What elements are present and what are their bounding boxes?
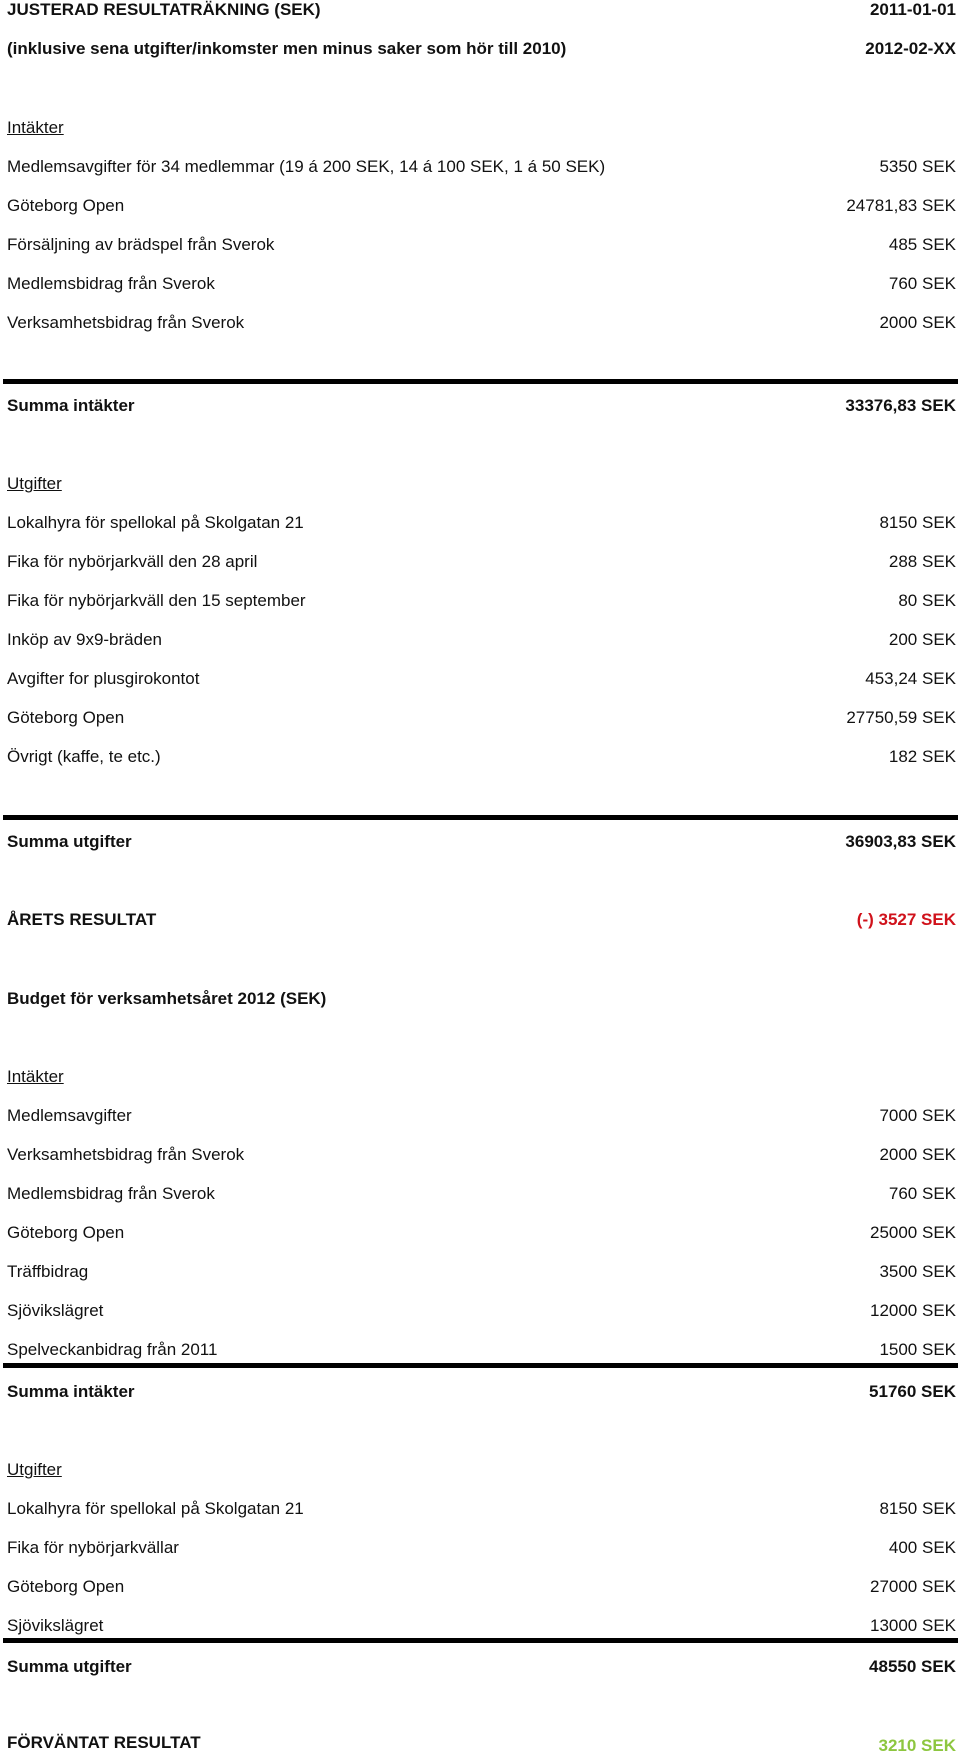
income-heading-row — [7, 116, 956, 140]
expected-result-row — [7, 1731, 956, 1755]
budget-expense-total-row — [7, 1655, 956, 1679]
total-divider — [3, 1638, 958, 1643]
expected-result-label: FÖRVÄNTAT RESULTAT — [7, 1733, 201, 1752]
budget-income-amount: 12000 SEK — [869, 1301, 956, 1320]
income-row — [7, 194, 956, 218]
budget-income-amount: 1500 SEK — [879, 1340, 956, 1359]
budget-income-amount: 25000 SEK — [869, 1223, 956, 1242]
budget-expense-heading-row — [7, 1458, 956, 1482]
budget-income-label: Träffbidrag — [7, 1262, 89, 1281]
expense-label: Inköp av 9x9-bräden — [7, 630, 162, 649]
expense-amount: 182 SEK — [888, 747, 956, 766]
budget-income-row — [7, 1338, 956, 1362]
period-end-date: 2012-02-XX — [865, 39, 956, 58]
budget-income-label: Verksamhetsbidrag från Sverok — [7, 1145, 245, 1164]
budget-heading-row — [7, 987, 956, 1011]
income-total-label: Summa intäkter — [7, 396, 135, 415]
expense-label: Avgifter for plusgirokontot — [7, 669, 200, 688]
annual-result-value: (-) 3527 SEK — [856, 910, 956, 929]
budget-expense-label: Lokalhyra för spellokal på Skolgatan 21 — [7, 1499, 304, 1518]
expense-total-amount: 36903,83 SEK — [845, 832, 956, 851]
annual-result-row — [7, 908, 956, 932]
budget-income-amount: 7000 SEK — [879, 1106, 956, 1125]
budget-income-row — [7, 1143, 956, 1167]
document-subtitle: (inklusive sena utgifter/inkomster men minus saker som hör till 2010) — [7, 39, 567, 58]
budget-expense-row — [7, 1614, 956, 1638]
budget-income-label: Medlemsbidrag från Sverok — [7, 1184, 215, 1203]
income-row — [7, 272, 956, 296]
total-divider — [3, 1363, 958, 1368]
period-start-date: 2011-01-01 — [869, 0, 956, 19]
budget-expense-label: Sjövikslägret — [7, 1616, 104, 1635]
expense-label: Lokalhyra för spellokal på Skolgatan 21 — [7, 513, 304, 532]
expense-amount: 200 SEK — [888, 630, 956, 649]
budget-expense-row — [7, 1536, 956, 1560]
budget-expense-total-label: Summa utgifter — [7, 1657, 132, 1676]
budget-expense-row — [7, 1497, 956, 1521]
income-amount: 485 SEK — [888, 235, 956, 254]
income-amount: 5350 SEK — [879, 157, 956, 176]
budget-expense-label: Göteborg Open — [7, 1577, 125, 1596]
income-amount: 760 SEK — [888, 274, 956, 293]
expense-total-row — [7, 830, 956, 854]
income-amount: 24781,83 SEK — [846, 196, 956, 215]
budget-expense-amount: 13000 SEK — [869, 1616, 956, 1635]
budget-income-amount: 760 SEK — [888, 1184, 956, 1203]
expense-row — [7, 511, 956, 535]
income-label: Medlemsbidrag från Sverok — [7, 274, 215, 293]
budget-income-row — [7, 1299, 956, 1323]
budget-expense-total-amount: 48550 SEK — [869, 1657, 956, 1676]
title-row — [7, 0, 956, 22]
total-divider — [3, 815, 958, 820]
income-amount: 2000 SEK — [879, 313, 956, 332]
income-label: Verksamhetsbidrag från Sverok — [7, 313, 245, 332]
budget-income-heading: Intäkter — [7, 1067, 64, 1086]
budget-income-total-label: Summa intäkter — [7, 1382, 135, 1401]
expense-amount: 453,24 SEK — [865, 669, 956, 688]
expense-row — [7, 628, 956, 652]
budget-income-total-amount: 51760 SEK — [869, 1382, 956, 1401]
budget-income-heading-row — [7, 1065, 956, 1089]
budget-heading: Budget för verksamhetsåret 2012 (SEK) — [7, 989, 327, 1008]
expense-heading: Utgifter — [7, 474, 62, 493]
expense-amount: 288 SEK — [888, 552, 956, 571]
budget-income-row — [7, 1104, 956, 1128]
expense-label: Göteborg Open — [7, 708, 125, 727]
annual-result-label: ÅRETS RESULTAT — [7, 910, 157, 929]
budget-expense-amount: 8150 SEK — [879, 1499, 956, 1518]
budget-income-label: Medlemsavgifter — [7, 1106, 132, 1125]
expense-amount: 8150 SEK — [879, 513, 956, 532]
income-total-row — [7, 394, 956, 418]
income-total-amount: 33376,83 SEK — [845, 396, 956, 415]
income-row — [7, 155, 956, 179]
budget-income-total-row — [7, 1380, 956, 1404]
budget-income-row — [7, 1260, 956, 1284]
expense-amount: 27750,59 SEK — [846, 708, 956, 727]
budget-income-label: Spelveckanbidrag från 2011 — [7, 1340, 218, 1359]
expected-result-value: 3210 SEK — [878, 1736, 956, 1755]
expense-label: Fika för nybörjarkväll den 15 september — [7, 591, 306, 610]
budget-expense-heading: Utgifter — [7, 1460, 62, 1479]
subtitle-row — [7, 37, 956, 61]
income-row — [7, 233, 956, 257]
expense-row — [7, 550, 956, 574]
budget-income-label: Sjövikslägret — [7, 1301, 104, 1320]
income-label: Medlemsavgifter för 34 medlemmar (19 á 200 SEK, 14 á 100 SEK, 1 á 50 SEK) — [7, 157, 606, 176]
income-label: Försäljning av brädspel från Sverok — [7, 235, 275, 254]
budget-income-amount: 2000 SEK — [879, 1145, 956, 1164]
expense-label: Fika för nybörjarkväll den 28 april — [7, 552, 258, 571]
budget-expense-label: Fika för nybörjarkvällar — [7, 1538, 179, 1557]
expense-row — [7, 745, 956, 769]
budget-income-row — [7, 1221, 956, 1245]
budget-expense-amount: 27000 SEK — [869, 1577, 956, 1596]
expense-label: Övrigt (kaffe, te etc.) — [7, 747, 161, 766]
budget-income-label: Göteborg Open — [7, 1223, 125, 1242]
income-label: Göteborg Open — [7, 196, 125, 215]
budget-expense-row — [7, 1575, 956, 1599]
expense-row — [7, 706, 956, 730]
budget-income-row — [7, 1182, 956, 1206]
total-divider — [3, 379, 958, 384]
expense-amount: 80 SEK — [898, 591, 956, 610]
expense-row — [7, 589, 956, 613]
budget-income-amount: 3500 SEK — [879, 1262, 956, 1281]
budget-expense-amount: 400 SEK — [888, 1538, 956, 1557]
document-title: JUSTERAD RESULTATRÄKNING (SEK) — [7, 0, 321, 19]
income-row — [7, 311, 956, 335]
expense-heading-row — [7, 472, 956, 496]
expense-row — [7, 667, 956, 691]
income-heading: Intäkter — [7, 118, 64, 137]
expense-total-label: Summa utgifter — [7, 832, 132, 851]
